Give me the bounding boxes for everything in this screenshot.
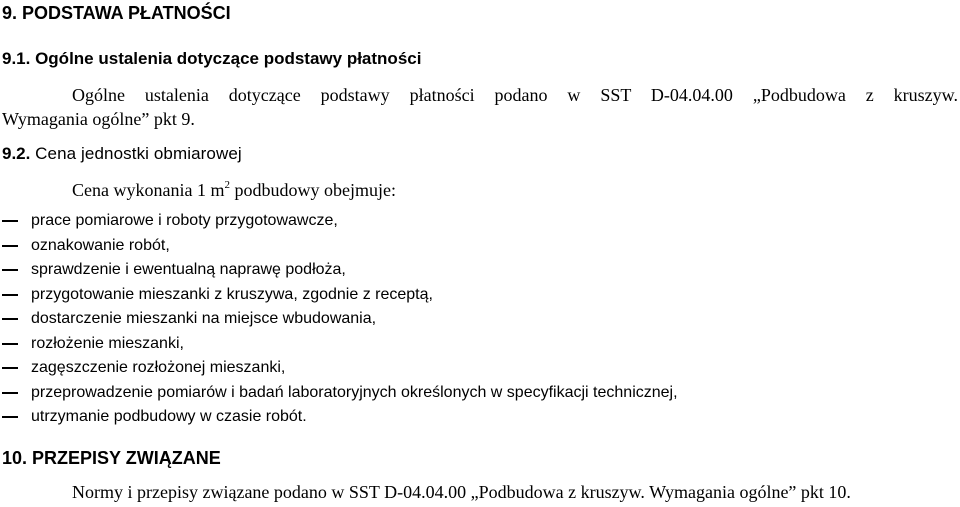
section-10-paragraph: Normy i przepisy związane podano w SST D-04.04.00 „Podbudowa z kruszyw. Wymagania ogólne” pkt 10. xyxy=(72,482,851,502)
dash-bullet-icon xyxy=(2,343,18,345)
section-9-2-heading xyxy=(2,144,242,164)
section-9-2-number: 9.2. xyxy=(2,144,31,163)
dash-bullet-icon xyxy=(2,367,18,369)
list-item-text: prace pomiarowe i roboty przygotowawcze, xyxy=(31,212,338,229)
dash-bullet-icon xyxy=(2,392,18,394)
intro-superscript: 2 xyxy=(224,179,230,191)
dash-bullet-icon xyxy=(2,220,18,222)
list-item-text: przygotowanie mieszanki z kruszywa, zgodnie z receptą, xyxy=(31,285,433,303)
section-9-heading: 9. PODSTAWA PŁATNOŚCI xyxy=(2,3,231,23)
list-item xyxy=(2,234,678,259)
list-item xyxy=(2,307,678,332)
dash-bullet-icon xyxy=(2,294,18,296)
section-9-2-label: Cena jednostki obmiarowej xyxy=(30,144,242,163)
price-components-list xyxy=(2,209,678,430)
list-item xyxy=(2,356,678,381)
dash-bullet-icon xyxy=(2,269,18,271)
dash-bullet-icon xyxy=(2,318,18,320)
list-item xyxy=(2,209,678,234)
list-item-text: sprawdzenie i ewentualną naprawę podłoża, xyxy=(31,261,346,278)
list-item-text: dostarczenie mieszanki na miejsce wbudowania, xyxy=(31,310,377,327)
list-item-text: oznakowanie robót, xyxy=(31,236,170,254)
dash-bullet-icon xyxy=(2,416,18,418)
intro-text-post: podbudowy obejmuje: xyxy=(229,180,396,200)
list-item-text: utrzymanie podbudowy w czasie robót. xyxy=(31,408,307,425)
section-9-1-heading: 9.1. Ogólne ustalenia dotyczące podstawy płatności xyxy=(2,49,422,68)
list-item-text: zagęszczenie rozłożonej mieszanki, xyxy=(31,359,286,376)
list-item-text: rozłożenie mieszanki, xyxy=(31,334,184,352)
list-item xyxy=(2,283,678,308)
list-item xyxy=(2,258,678,283)
section-9-1-paragraph-line1: Ogólne ustalenia dotyczące podstawy płatności podano w SST D-04.04.00 „Podbudowa z kruszyw. xyxy=(72,85,958,105)
list-item xyxy=(2,381,678,406)
list-item-text: przeprowadzenie pomiarów i badań laboratoryjnych określonych w specyfikacji technicznej, xyxy=(31,383,678,401)
section-9-1-paragraph-line2: Wymagania ogólne” pkt 9. xyxy=(2,109,195,129)
section-9-2-intro xyxy=(72,179,396,201)
dash-bullet-icon xyxy=(2,245,18,247)
list-item xyxy=(2,332,678,357)
intro-text-pre: Cena wykonania 1 m xyxy=(72,180,225,200)
list-item xyxy=(2,405,678,430)
section-10-heading: 10. PRZEPISY ZWIĄZANE xyxy=(2,448,221,468)
